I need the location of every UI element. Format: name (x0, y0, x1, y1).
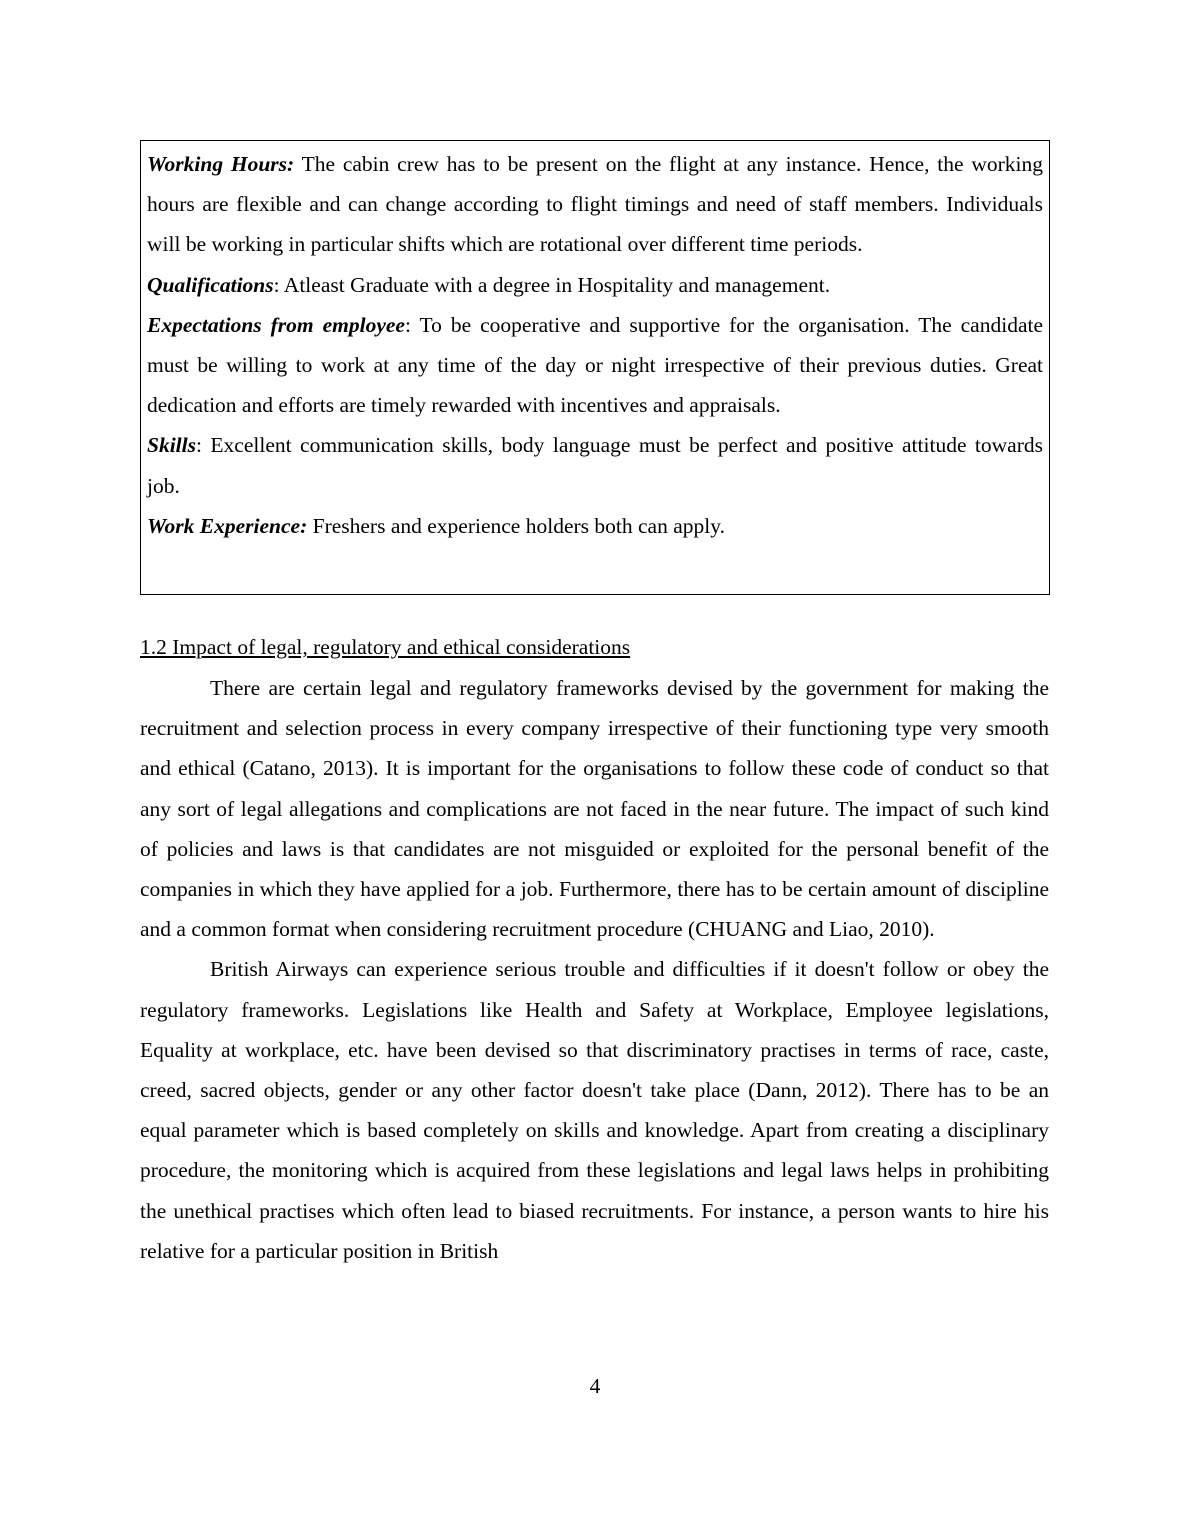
page-number: 4 (589, 1374, 601, 1398)
section-body (140, 668, 1049, 1271)
work-experience-text: Freshers and experience holders both can apply. (307, 513, 725, 538)
working-hours-entry (147, 144, 1043, 265)
expectations-text: : To be cooperative and supportive for the organisation. The candidate must be willing to work at any time of the day or night irrespective of their previous duties. Great dedication and efforts are timely rewarded with incentives and appraisals. (147, 312, 1044, 418)
expectations-entry (147, 305, 1043, 426)
job-description-box (140, 140, 1050, 595)
work-experience-entry (147, 506, 1043, 546)
skills-entry (147, 425, 1043, 505)
working-hours-label: Working Hours: (147, 152, 295, 176)
section-heading: 1.2 Impact of legal, regulatory and ethical considerations (140, 635, 631, 659)
skills-label: Skills (147, 433, 196, 458)
work-experience-label: Work Experience: (147, 513, 308, 538)
body-paragraph-1: There are certain legal and regulatory frameworks devised by the government for making the recruitment and selection process in every company irrespective of their functioning type very smooth and ethical (Catano, 2013). It is important for the organisations to follow these code of conduct so that any sort of legal allegations and complications are not faced in the near future. The impact of such kind of policies and laws is that candidates are not misguided or exploited for the personal benefit of the companies in which they have applied for a job. Furthermore, there has to be certain amount of discipline and a common format when considering recruitment procedure (CHUANG and Liao, 2010). (140, 676, 1049, 942)
working-hours-text: The cabin crew has to be present on the flight at any instance. Hence, the working hours are flexible and can change according to flight timings and need of staff members. Individuals will be working in particular shifts which are rotational over different time periods. (147, 152, 1043, 257)
skills-text: : Excellent communication skills, body language must be perfect and positive attitude towards job. (147, 433, 1043, 498)
qualifications-entry (147, 265, 1043, 305)
qualifications-label: Qualifications (147, 272, 274, 297)
qualifications-text: : Atleast Graduate with a degree in Hospitality and management. (273, 272, 831, 297)
expectations-label: Expectations from employee (147, 312, 405, 337)
body-paragraph-2: British Airways can experience serious trouble and difficulties if it doesn't follow or obey the regulatory frameworks. Legislations like Health and Safety at Workplace, Employee legislations, Equality at workplace, etc. have been devised so that discriminatory practises in terms of race, caste, creed, sacred objects, gender or any other factor doesn't take place (Dann, 2012). There has to be an equal parameter which is based completely on skills and knowledge. Apart from creating a disciplinary procedure, the monitoring which is acquired from these legislations and legal laws helps in prohibiting the unethical practises which often lead to biased recruitments. For instance, a person wants to hire his relative for a particular position in British (140, 957, 1049, 1263)
